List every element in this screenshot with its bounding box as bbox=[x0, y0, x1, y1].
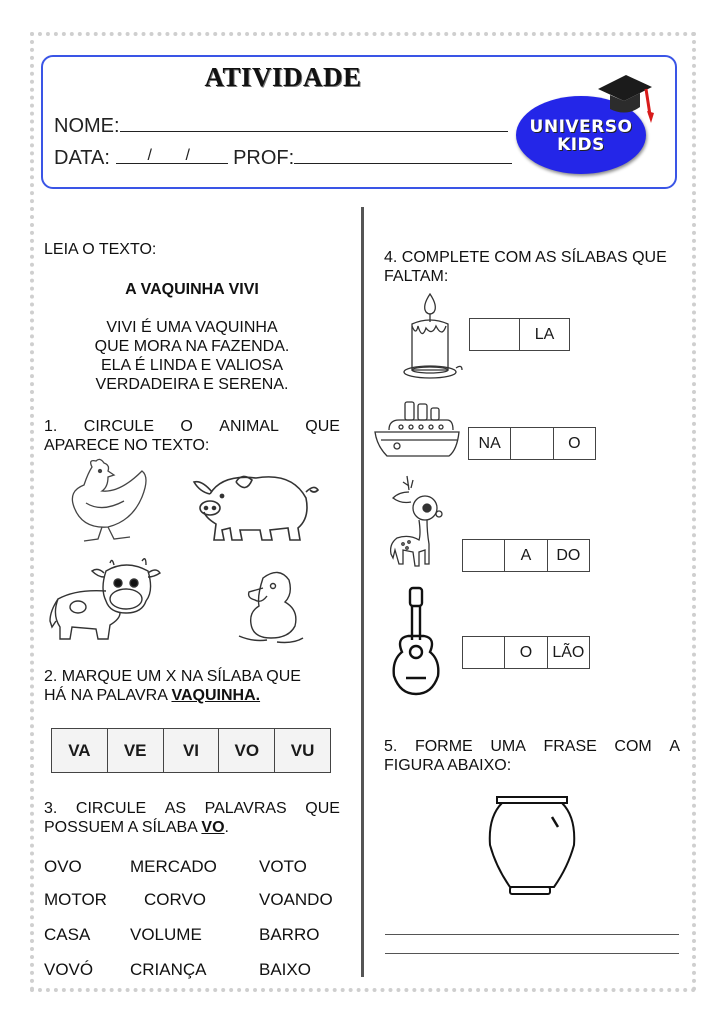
header-box bbox=[41, 55, 677, 189]
candle-image bbox=[398, 292, 468, 382]
story-title: A VAQUINHA VIVI bbox=[125, 281, 259, 298]
fill-syllables-ship bbox=[468, 427, 596, 460]
universo-kids-logo bbox=[514, 71, 664, 179]
word-item[interactable]: CASA bbox=[44, 925, 91, 944]
pig-image[interactable] bbox=[192, 470, 322, 545]
cow-image[interactable] bbox=[46, 555, 166, 645]
name-field[interactable] bbox=[120, 115, 508, 132]
highlight-syllable-vo: VO bbox=[201, 819, 225, 836]
name-row bbox=[54, 115, 508, 138]
deer-image bbox=[385, 474, 455, 574]
syllable-option[interactable]: VI bbox=[164, 729, 220, 772]
word-item[interactable]: OVO bbox=[44, 857, 82, 876]
word-item[interactable]: VOLUME bbox=[130, 925, 202, 944]
intro-text: LEIA O TEXTO: bbox=[44, 241, 157, 258]
word-item[interactable]: MERCADO bbox=[130, 857, 217, 876]
duck-image[interactable] bbox=[233, 566, 303, 646]
syllable-option[interactable]: VU bbox=[290, 740, 315, 760]
question-1: 1. CIRCULE O ANIMAL QUE APARECE NO TEXTO: bbox=[44, 418, 340, 454]
date-label: DATA: bbox=[54, 147, 110, 169]
hen-image[interactable] bbox=[62, 457, 162, 547]
word-item[interactable]: BAIXO bbox=[259, 960, 311, 979]
fill-cell-given: LA bbox=[534, 325, 555, 343]
page-title: ATIVIDADE bbox=[204, 62, 362, 92]
word-item[interactable]: BARRO bbox=[259, 925, 320, 944]
word-item[interactable]: VOANDO bbox=[259, 890, 333, 909]
prof-field[interactable] bbox=[294, 147, 512, 164]
syllable-option[interactable]: VO bbox=[219, 729, 275, 772]
question-4: 4. COMPLETE COM AS SÍLABAS QUE FALTAM: bbox=[384, 249, 667, 285]
fill-cell-given: NA bbox=[469, 428, 511, 459]
name-label: NOME: bbox=[54, 115, 120, 137]
fill-cell-input[interactable] bbox=[463, 540, 505, 571]
answer-line-1[interactable] bbox=[385, 934, 679, 935]
column-divider bbox=[361, 207, 364, 977]
ship-image bbox=[373, 400, 463, 460]
question-5: 5. FORME UMA FRASE COM A FIGURA ABAIXO: bbox=[384, 738, 680, 774]
fill-cell-given: LÃO bbox=[552, 643, 585, 661]
graduation-cap-icon bbox=[596, 71, 656, 131]
fill-cell-given: O bbox=[568, 434, 581, 452]
syllable-choice-table bbox=[51, 728, 331, 773]
word-item[interactable]: CORVO bbox=[144, 890, 207, 909]
word-item[interactable]: CRIANÇA bbox=[130, 960, 207, 979]
answer-line-2[interactable] bbox=[385, 953, 679, 954]
syllable-option[interactable]: VA bbox=[52, 729, 108, 772]
word-item[interactable]: VOTO bbox=[259, 857, 307, 876]
guitar-image bbox=[392, 586, 452, 696]
logo-text: UNIVERSO KIDS bbox=[529, 117, 633, 155]
fill-cell-given: O bbox=[505, 637, 547, 668]
prof-label: PROF: bbox=[233, 147, 295, 169]
fill-syllables-guitar bbox=[462, 636, 590, 669]
fill-cell-given: DO bbox=[556, 546, 581, 564]
question-2: 2. MARQUE UM X NA SÍLABA QUE HÁ NA PALAVRA VAQUINHA. bbox=[44, 668, 301, 704]
vase-image bbox=[488, 795, 578, 895]
date-field[interactable]: / / bbox=[116, 147, 228, 164]
fill-cell-input[interactable] bbox=[470, 319, 520, 350]
highlight-word-vaquinha: VAQUINHA. bbox=[171, 687, 261, 704]
question-3: 3. CIRCULE AS PALAVRAS QUE POSSUEM A SÍLABA VO. bbox=[44, 800, 340, 836]
fill-syllables-deer bbox=[462, 539, 590, 572]
fill-syllables-candle bbox=[469, 318, 570, 351]
word-item[interactable]: VOVÓ bbox=[44, 960, 94, 979]
fill-cell-input[interactable] bbox=[463, 637, 505, 668]
word-item[interactable]: MOTOR bbox=[44, 890, 107, 909]
syllable-option[interactable]: VE bbox=[108, 729, 164, 772]
fill-cell-input[interactable] bbox=[511, 428, 553, 459]
date-prof-row bbox=[54, 147, 512, 170]
story-text: VIVI É UMA VAQUINHA QUE MORA NA FAZENDA. ELA É LINDA E VALIOSA VERDADEIRA E SERENA. bbox=[94, 319, 290, 393]
fill-cell-given: A bbox=[505, 540, 547, 571]
